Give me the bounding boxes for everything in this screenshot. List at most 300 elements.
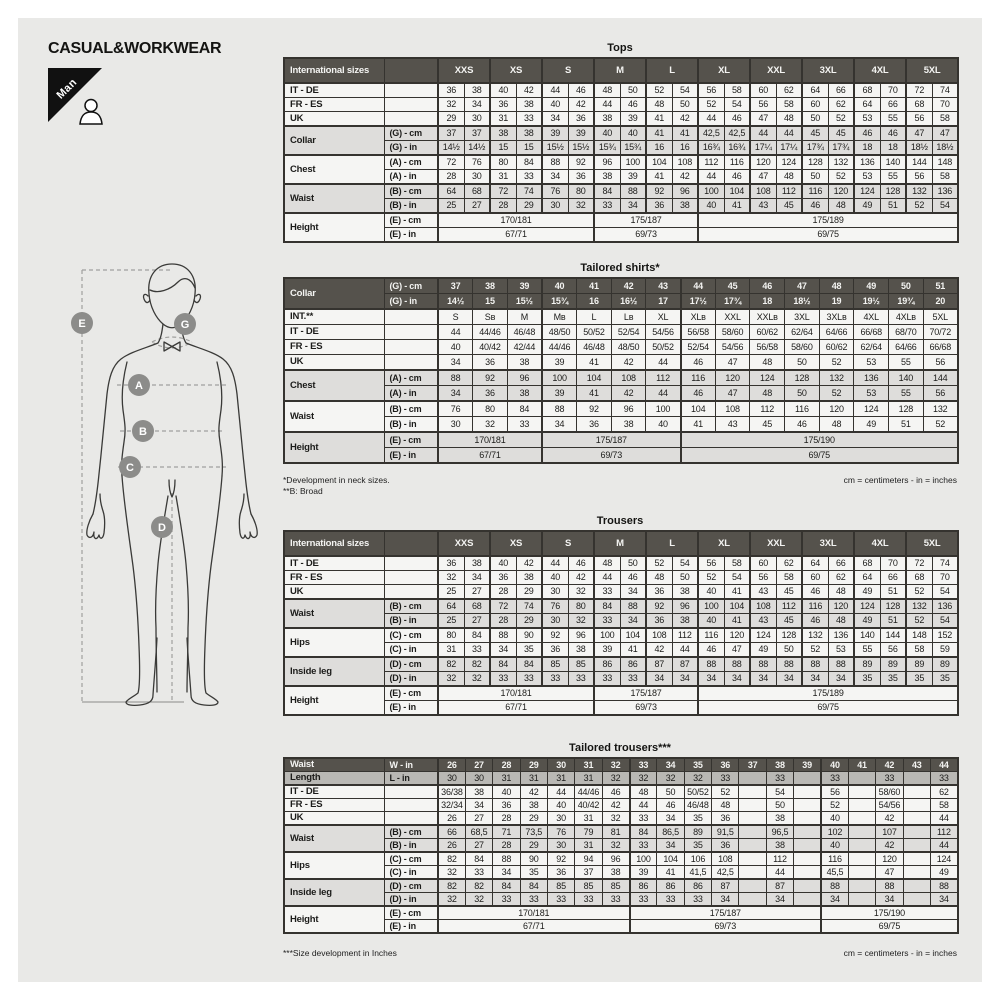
value-cell: 20	[923, 294, 958, 310]
value-cell: 39	[542, 386, 577, 402]
row-sublabel: (E) - in	[384, 701, 438, 716]
value-cell: 100	[620, 155, 646, 170]
value-cell: 47	[715, 355, 750, 371]
value-cell: 41	[724, 614, 750, 629]
value-cell: 44	[698, 112, 724, 127]
value-cell: 32	[602, 812, 629, 826]
value-cell: 36	[490, 98, 516, 112]
value-cell: 86	[594, 657, 620, 672]
value-cell: 38	[672, 585, 698, 600]
value-cell: 44/46	[473, 325, 508, 340]
table-row	[284, 112, 958, 127]
value-cell: 15¾	[620, 141, 646, 156]
value-cell: 42	[611, 386, 646, 402]
value-cell: 50	[802, 112, 828, 127]
value-cell	[794, 812, 821, 826]
value-cell: 30	[438, 772, 465, 786]
row-label: IT - DE	[284, 785, 384, 799]
value-cell: 36	[577, 417, 612, 433]
table-row	[284, 920, 958, 934]
value-cell: 88	[620, 184, 646, 199]
value-cell: 31	[547, 772, 574, 786]
table-row	[284, 839, 958, 853]
value-cell: 70	[932, 98, 958, 112]
tailored-shirts-section	[283, 262, 957, 464]
row-label: FR - ES	[284, 340, 384, 355]
value-cell	[739, 893, 766, 907]
value-cell: 36	[438, 556, 464, 571]
value-cell: 36	[493, 799, 520, 812]
value-cell: 94	[575, 852, 602, 866]
value-cell	[848, 893, 875, 907]
value-cell: 84	[630, 825, 657, 839]
value-cell: 67/71	[438, 228, 594, 243]
value-cell: 54	[932, 585, 958, 600]
value-cell: 175/187	[630, 906, 822, 920]
value-cell: 19¾	[889, 294, 924, 310]
value-cell: 17½	[681, 294, 716, 310]
value-cell: 17¾	[715, 294, 750, 310]
value-cell: 60/62	[750, 325, 785, 340]
value-cell: 175/189	[698, 213, 958, 228]
row-sublabel: (D) - in	[384, 893, 438, 907]
value-cell: 38	[672, 199, 698, 214]
value-cell: 72	[906, 556, 932, 571]
table-row	[284, 98, 958, 112]
value-cell: 52	[906, 199, 932, 214]
value-cell: 86	[684, 879, 711, 893]
size-group-header: 5XL	[906, 531, 958, 556]
value-cell: 45,5	[821, 866, 848, 880]
value-cell: 42,5	[724, 126, 750, 141]
value-cell: 88	[620, 599, 646, 614]
value-cell: 52	[819, 386, 854, 402]
value-cell: 87	[646, 657, 672, 672]
value-cell: 16½	[611, 294, 646, 310]
value-cell	[794, 839, 821, 853]
value-cell: 18	[750, 294, 785, 310]
size-group-header: 4XL	[854, 531, 906, 556]
value-cell: 40	[646, 417, 681, 433]
value-cell: 16	[646, 141, 672, 156]
value-cell: 19	[819, 294, 854, 310]
value-cell: 53	[828, 643, 854, 658]
value-cell: 32	[568, 585, 594, 600]
value-cell: 48	[646, 98, 672, 112]
value-cell: 34	[750, 672, 776, 687]
value-cell: 44/46	[542, 340, 577, 355]
value-cell: 40	[698, 585, 724, 600]
value-cell: 46/48	[684, 799, 711, 812]
value-cell: 44	[542, 83, 568, 98]
value-cell	[848, 799, 875, 812]
trousers-table	[283, 530, 959, 716]
table-row	[284, 785, 958, 799]
value-cell: 76	[464, 155, 490, 170]
row-sublabel: (E) - cm	[384, 213, 438, 228]
value-cell: 49	[854, 585, 880, 600]
value-cell: 120	[828, 599, 854, 614]
value-cell: 41	[848, 758, 875, 772]
value-cell: 38	[594, 170, 620, 185]
row-label: Waist	[284, 758, 384, 772]
value-cell: 60	[750, 83, 776, 98]
value-cell: 86	[657, 879, 684, 893]
value-cell: 50	[657, 785, 684, 799]
row-sublabel	[384, 340, 438, 355]
row-label: Waist	[284, 599, 384, 628]
value-cell: 33	[876, 772, 903, 786]
value-cell: 54	[724, 98, 750, 112]
table-row	[284, 556, 958, 571]
value-cell: 32	[630, 772, 657, 786]
row-label: FR - ES	[284, 799, 384, 812]
value-cell: 30	[465, 772, 492, 786]
value-cell: 15¾	[594, 141, 620, 156]
value-cell: 40/42	[575, 799, 602, 812]
value-cell: 35	[684, 839, 711, 853]
value-cell: 53	[854, 112, 880, 127]
value-cell: 132	[923, 401, 958, 417]
value-cell: 34	[712, 893, 739, 907]
value-cell: 33	[620, 672, 646, 687]
value-cell: 27	[464, 199, 490, 214]
value-cell: 96,5	[766, 825, 793, 839]
tops-table	[283, 57, 959, 243]
value-cell: 39	[542, 126, 568, 141]
value-cell: 108	[715, 401, 750, 417]
value-cell: 52	[906, 585, 932, 600]
value-cell: 96	[507, 370, 542, 386]
value-cell: 50	[785, 386, 820, 402]
value-cell: 84	[520, 879, 547, 893]
value-cell: 30	[438, 417, 473, 433]
value-cell: 52/54	[681, 340, 716, 355]
value-cell: 15½	[507, 294, 542, 310]
value-cell: 64/66	[889, 340, 924, 355]
value-cell: 175/190	[681, 432, 958, 448]
value-cell: 48	[750, 355, 785, 371]
value-cell: 29	[516, 585, 542, 600]
value-cell: 36	[712, 839, 739, 853]
row-sublabel: (A) - cm	[384, 155, 438, 170]
value-cell: 96	[594, 155, 620, 170]
value-cell: 91,5	[712, 825, 739, 839]
row-label: Chest	[284, 155, 384, 184]
row-label: UK	[284, 812, 384, 826]
value-cell: 26	[438, 839, 465, 853]
value-cell: 43	[750, 614, 776, 629]
value-cell: 48	[750, 386, 785, 402]
value-cell: 46	[620, 98, 646, 112]
value-cell: 40	[542, 98, 568, 112]
value-cell: 128	[785, 370, 820, 386]
value-cell: 44	[766, 866, 793, 880]
value-cell: 80	[568, 599, 594, 614]
value-cell: 41,5	[684, 866, 711, 880]
value-cell: 45	[776, 585, 802, 600]
value-cell: 48	[712, 799, 739, 812]
value-cell: 31	[575, 812, 602, 826]
value-cell: 58	[930, 799, 957, 812]
value-cell: 14½	[464, 141, 490, 156]
value-cell: 107	[876, 825, 903, 839]
value-cell: 112	[672, 628, 698, 643]
value-cell: 108	[750, 184, 776, 199]
row-label: IT - DE	[284, 556, 384, 571]
value-cell: 34	[464, 98, 490, 112]
value-cell: 112	[776, 599, 802, 614]
row-label: Height	[284, 432, 384, 463]
value-cell: 72	[906, 83, 932, 98]
size-group-header: XXL	[750, 58, 802, 83]
table-row	[284, 879, 958, 893]
value-cell: 47	[750, 112, 776, 127]
value-cell: 104	[724, 184, 750, 199]
row-sublabel	[384, 83, 438, 98]
value-cell	[739, 799, 766, 812]
value-cell: M	[507, 309, 542, 325]
size-group-header: S	[542, 531, 594, 556]
table-row	[284, 585, 958, 600]
value-cell: 34	[776, 672, 802, 687]
inside-leg-label: D	[158, 522, 166, 534]
value-cell: 38	[611, 417, 646, 433]
value-cell: 66	[828, 556, 854, 571]
value-cell: 120	[876, 852, 903, 866]
row-label: Height	[284, 906, 384, 933]
value-cell: 18	[880, 141, 906, 156]
value-cell: 34	[438, 355, 473, 371]
value-cell: 124	[750, 370, 785, 386]
value-cell: 41	[620, 643, 646, 658]
value-cell: 45	[776, 199, 802, 214]
trousers-footnote: ***Size development in Inches	[283, 948, 397, 958]
value-cell: 33	[465, 866, 492, 880]
value-cell: 42	[602, 799, 629, 812]
value-cell: 38	[766, 758, 793, 772]
value-cell: 48	[630, 785, 657, 799]
value-cell: 48	[828, 199, 854, 214]
value-cell: 39	[630, 866, 657, 880]
row-sublabel	[384, 98, 438, 112]
value-cell: 148	[932, 155, 958, 170]
value-cell: 40	[821, 758, 848, 772]
value-cell: 40/42	[473, 340, 508, 355]
value-cell: 55	[854, 643, 880, 658]
value-cell: 49	[854, 614, 880, 629]
value-cell: 64/66	[819, 325, 854, 340]
row-sublabel	[384, 585, 438, 600]
value-cell: 88	[490, 628, 516, 643]
value-cell: 88	[724, 657, 750, 672]
value-cell	[848, 839, 875, 853]
value-cell: 28	[490, 614, 516, 629]
value-cell	[739, 825, 766, 839]
value-cell: 32	[465, 893, 492, 907]
waist-label: B	[139, 426, 147, 438]
value-cell: 116	[724, 155, 750, 170]
value-cell: 96	[672, 184, 698, 199]
value-cell: 40	[542, 571, 568, 585]
value-cell: 45	[802, 126, 828, 141]
value-cell: 32	[438, 893, 465, 907]
value-cell: 38	[672, 614, 698, 629]
row-sublabel	[384, 556, 438, 571]
value-cell: 148	[906, 628, 932, 643]
value-cell: 32	[438, 866, 465, 880]
value-cell: 64	[438, 599, 464, 614]
value-cell: 52	[906, 614, 932, 629]
table-header-label: International sizes	[284, 531, 384, 556]
value-cell	[739, 772, 766, 786]
value-cell: 52	[819, 355, 854, 371]
value-cell: 48	[594, 83, 620, 98]
value-cell: 51	[889, 417, 924, 433]
value-cell: 54	[766, 785, 793, 799]
value-cell: 68,5	[465, 825, 492, 839]
table-row	[284, 672, 958, 687]
value-cell: 112	[776, 184, 802, 199]
value-cell: 108	[712, 852, 739, 866]
row-label: Length	[284, 772, 384, 786]
value-cell: 34	[657, 758, 684, 772]
value-cell: 48	[819, 278, 854, 294]
value-cell: 33	[821, 772, 848, 786]
row-sublabel: (A) - in	[384, 386, 438, 402]
value-cell: 33	[594, 614, 620, 629]
value-cell: 16	[577, 294, 612, 310]
table-row	[284, 812, 958, 826]
value-cell: 84	[464, 628, 490, 643]
value-cell: 68	[906, 571, 932, 585]
value-cell: 52/54	[611, 325, 646, 340]
row-label: UK	[284, 112, 384, 127]
value-cell	[903, 785, 930, 799]
value-cell: 73,5	[520, 825, 547, 839]
value-cell: 33	[575, 893, 602, 907]
tailored-trousers-section	[283, 742, 957, 934]
tailored-shirts-table	[283, 277, 959, 464]
row-sublabel: (E) - in	[384, 228, 438, 243]
value-cell: 87	[672, 657, 698, 672]
table-row	[284, 701, 958, 716]
value-cell: 116	[681, 370, 716, 386]
value-cell: 46	[681, 386, 716, 402]
value-cell: 33	[594, 672, 620, 687]
value-cell: 33	[657, 893, 684, 907]
value-cell: 136	[854, 370, 889, 386]
row-sublabel: (B) - in	[384, 839, 438, 853]
value-cell: 80	[490, 155, 516, 170]
value-cell: 29	[516, 199, 542, 214]
value-cell: 52	[802, 643, 828, 658]
tailored-trousers-title: Tailored trousers***	[569, 742, 671, 754]
body-measurement-diagram	[60, 250, 265, 715]
value-cell: 140	[889, 370, 924, 386]
row-sublabel: (E) - cm	[384, 906, 438, 920]
value-cell: 34	[657, 839, 684, 853]
value-cell: 56/58	[681, 325, 716, 340]
value-cell: 44/46	[575, 785, 602, 799]
value-cell: 33	[507, 417, 542, 433]
row-sublabel: L - in	[384, 772, 438, 786]
value-cell: 42	[516, 83, 542, 98]
value-cell: 46	[698, 643, 724, 658]
table-row	[284, 571, 958, 585]
value-cell: 80	[568, 184, 594, 199]
value-cell: 18½	[785, 294, 820, 310]
value-cell: 64	[854, 571, 880, 585]
value-cell	[739, 879, 766, 893]
table-row	[284, 852, 958, 866]
value-cell: 84	[493, 879, 520, 893]
value-cell: 44	[542, 556, 568, 571]
value-cell: 84	[516, 657, 542, 672]
value-cell: 46	[802, 585, 828, 600]
value-cell: 58	[932, 170, 958, 185]
value-cell: 112	[930, 825, 957, 839]
value-cell: 52	[923, 417, 958, 433]
value-cell	[794, 866, 821, 880]
value-cell: 40	[547, 799, 574, 812]
value-cell: 84	[507, 401, 542, 417]
value-cell: 50	[620, 83, 646, 98]
value-cell: 69/75	[698, 701, 958, 716]
value-cell: 27	[464, 614, 490, 629]
value-cell: 86	[630, 879, 657, 893]
value-cell: 170/181	[438, 213, 594, 228]
value-cell: 32	[657, 772, 684, 786]
value-cell: 33	[568, 672, 594, 687]
value-cell: 17¾	[828, 141, 854, 156]
units-note: cm = centimeters - in = inches	[843, 948, 957, 958]
value-cell: 19½	[854, 294, 889, 310]
value-cell: 104	[724, 599, 750, 614]
tops-title: Tops	[607, 42, 633, 54]
value-cell: 45	[715, 278, 750, 294]
value-cell: 33	[464, 643, 490, 658]
value-cell: 15	[516, 141, 542, 156]
value-cell: 64	[438, 184, 464, 199]
value-cell: 33	[516, 170, 542, 185]
value-cell: 58	[724, 556, 750, 571]
table-row	[284, 340, 958, 355]
value-cell: 100	[594, 628, 620, 643]
value-cell: 104	[646, 155, 672, 170]
value-cell: 38	[516, 126, 542, 141]
row-sublabel	[384, 309, 438, 325]
value-cell: 31	[490, 170, 516, 185]
value-cell	[794, 825, 821, 839]
value-cell: 33	[766, 772, 793, 786]
value-cell: 90	[516, 628, 542, 643]
value-cell: 106	[684, 852, 711, 866]
table-row	[284, 213, 958, 228]
row-label: Inside leg	[284, 657, 384, 686]
value-cell: 55	[889, 355, 924, 371]
value-cell: 46	[568, 83, 594, 98]
value-cell: 38	[464, 556, 490, 571]
value-cell: 96	[672, 599, 698, 614]
value-cell: 66	[880, 98, 906, 112]
value-cell: 44	[547, 785, 574, 799]
value-cell: 33	[490, 672, 516, 687]
value-cell: 58/60	[715, 325, 750, 340]
value-cell: 88	[828, 657, 854, 672]
value-cell: 108	[646, 628, 672, 643]
value-cell: 38	[516, 571, 542, 585]
